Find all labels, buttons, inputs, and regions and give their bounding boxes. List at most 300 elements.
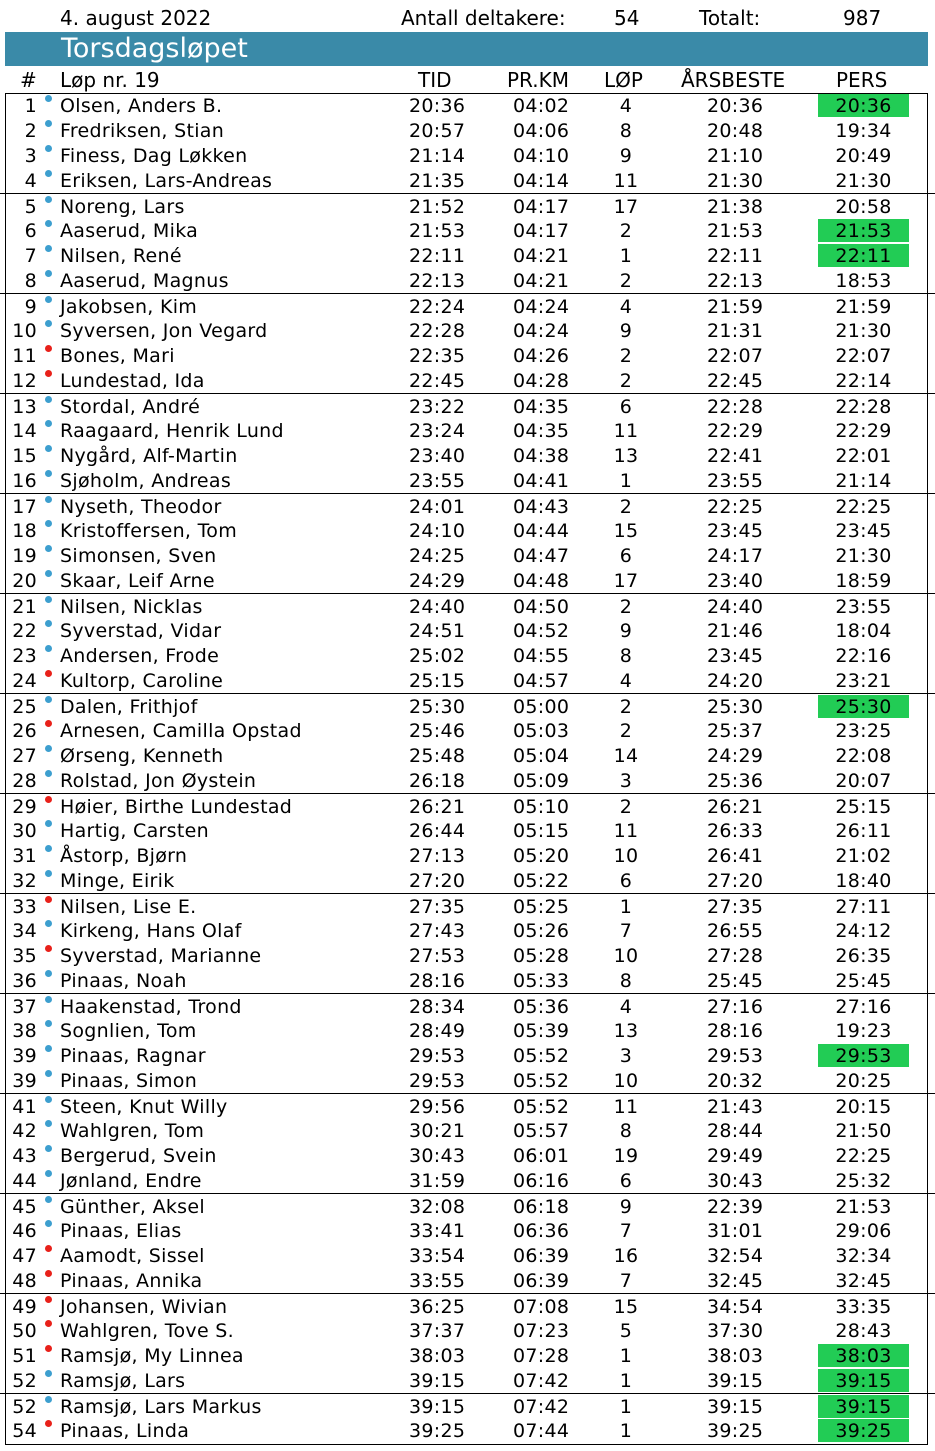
personal-best: 22:16: [835, 645, 892, 667]
pace-per-km: 06:01: [513, 1145, 570, 1167]
runner-name: Stordal, André: [60, 396, 201, 418]
rank: 16: [12, 470, 37, 492]
rank: 22: [12, 620, 37, 642]
male-dot-icon: [45, 270, 52, 277]
table-row: [0, 818, 935, 843]
pace-per-km: 04:50: [513, 596, 570, 618]
personal-best: 18:40: [835, 870, 892, 892]
runner-name: Simonsen, Sven: [60, 545, 217, 567]
male-dot-icon: [45, 170, 52, 177]
pace-per-km: 04:24: [513, 296, 570, 318]
rank: 39: [12, 1045, 37, 1067]
male-dot-icon: [45, 1220, 52, 1227]
personal-best: 20:36: [818, 94, 909, 117]
male-dot-icon: [45, 145, 52, 152]
col-prkm: PR.KM: [507, 68, 569, 92]
pace-per-km: 05:15: [513, 820, 570, 842]
personal-best: 20:07: [835, 770, 892, 792]
pace-per-km: 06:39: [513, 1245, 570, 1267]
personal-best: 25:32: [835, 1170, 892, 1192]
table-row: [0, 143, 935, 168]
rank: 7: [24, 245, 37, 267]
personal-best: 23:45: [835, 520, 892, 542]
male-dot-icon: [45, 95, 52, 102]
runner-name: Jønland, Endre: [60, 1170, 202, 1192]
pace-per-km: 04:28: [513, 370, 570, 392]
rank: 38: [12, 1020, 37, 1042]
runner-name: Sognlien, Tom: [60, 1020, 197, 1042]
pace-per-km: 05:26: [513, 920, 570, 942]
personal-best: 22:08: [835, 745, 892, 767]
season-best: 22:28: [707, 396, 764, 418]
time: 31:59: [409, 1170, 466, 1192]
season-best: 21:38: [707, 196, 764, 218]
race-count: 2: [619, 370, 633, 392]
time: 30:43: [409, 1145, 466, 1167]
personal-best: 22:25: [835, 1145, 892, 1167]
table-row: [0, 293, 935, 318]
pace-per-km: 05:25: [513, 896, 570, 918]
runner-name: Pinaas, Elias: [60, 1220, 182, 1242]
time: 20:57: [409, 120, 466, 142]
time: 23:24: [409, 420, 466, 442]
time: 30:21: [409, 1120, 466, 1142]
male-dot-icon: [45, 970, 52, 977]
time: 23:40: [409, 445, 466, 467]
runner-name: Nyseth, Theodor: [60, 496, 222, 518]
race-count: 11: [613, 1096, 639, 1118]
table-row: [0, 443, 935, 468]
runner-name: Bones, Mari: [60, 345, 175, 367]
pace-per-km: 04:17: [513, 220, 570, 242]
table-row: [0, 1193, 935, 1218]
race-date: 4. august 2022: [60, 6, 212, 30]
pace-per-km: 07:44: [513, 1420, 570, 1442]
table-row: [0, 1268, 935, 1293]
runner-name: Høier, Birthe Lundestad: [60, 796, 293, 818]
season-best: 21:30: [707, 170, 764, 192]
table-row: [0, 1393, 935, 1418]
personal-best: 33:35: [835, 1296, 892, 1318]
personal-best: 20:49: [835, 145, 892, 167]
personal-best: 20:58: [835, 196, 892, 218]
race-count: 6: [619, 1170, 633, 1192]
male-dot-icon: [45, 196, 52, 203]
season-best: 32:54: [707, 1245, 764, 1267]
race-count: 13: [613, 445, 639, 467]
table-row: [0, 743, 935, 768]
personal-best: 25:45: [835, 970, 892, 992]
time: 24:25: [409, 545, 466, 567]
female-dot-icon: [45, 1270, 52, 1277]
runner-name: Andersen, Frode: [60, 645, 220, 667]
time: 22:35: [409, 345, 466, 367]
table-row: [0, 718, 935, 743]
runner-name: Kultorp, Caroline: [60, 670, 224, 692]
season-best: 24:29: [707, 745, 764, 767]
runner-name: Syverstad, Marianne: [60, 945, 262, 967]
race-count: 13: [613, 1020, 639, 1042]
personal-best: 18:59: [835, 570, 892, 592]
race-count: 10: [613, 1070, 639, 1092]
personal-best: 21:50: [835, 1120, 892, 1142]
total-label: Totalt:: [699, 6, 761, 30]
season-best: 26:55: [707, 920, 764, 942]
time: 21:35: [409, 170, 466, 192]
runner-name: Syversen, Jon Vegard: [60, 320, 268, 342]
race-count: 7: [619, 1220, 633, 1242]
season-best: 22:11: [707, 245, 764, 267]
race-count: 19: [613, 1145, 639, 1167]
season-best: 20:32: [707, 1070, 764, 1092]
male-dot-icon: [45, 1070, 52, 1077]
male-dot-icon: [45, 845, 52, 852]
pace-per-km: 04:21: [513, 270, 570, 292]
rank: 15: [12, 445, 37, 467]
male-dot-icon: [45, 1096, 52, 1103]
rank: 49: [12, 1296, 37, 1318]
season-best: 34:54: [707, 1296, 764, 1318]
pace-per-km: 04:10: [513, 145, 570, 167]
runner-name: Pinaas, Noah: [60, 970, 187, 992]
season-best: 39:15: [707, 1370, 764, 1392]
table-row: [0, 668, 935, 693]
rank: 8: [24, 270, 37, 292]
race-count: 7: [619, 1270, 633, 1292]
personal-best: 25:15: [835, 796, 892, 818]
title-banner: [5, 32, 928, 66]
season-best: 24:20: [707, 670, 764, 692]
female-dot-icon: [45, 1320, 52, 1327]
rank: 28: [12, 770, 37, 792]
personal-best: 21:59: [835, 296, 892, 318]
time: 27:35: [409, 896, 466, 918]
time: 28:16: [409, 970, 466, 992]
race-count: 9: [619, 320, 633, 342]
table-row: [0, 993, 935, 1018]
personal-best: 22:11: [818, 244, 909, 267]
rank: 18: [12, 520, 37, 542]
personal-best: 20:15: [835, 1096, 892, 1118]
female-dot-icon: [45, 796, 52, 803]
time: 33:54: [409, 1245, 466, 1267]
pace-per-km: 05:52: [513, 1070, 570, 1092]
season-best: 39:15: [707, 1396, 764, 1418]
female-dot-icon: [45, 945, 52, 952]
male-dot-icon: [45, 1145, 52, 1152]
male-dot-icon: [45, 745, 52, 752]
male-dot-icon: [45, 1045, 52, 1052]
runner-name: Ramsjø, Lars Markus: [60, 1396, 262, 1418]
runner-name: Dalen, Frithjof: [60, 696, 198, 718]
time: 22:28: [409, 320, 466, 342]
runner-name: Aaserud, Magnus: [60, 270, 229, 292]
runner-name: Nilsen, René: [60, 245, 182, 267]
rank: 25: [12, 696, 37, 718]
season-best: 20:36: [707, 95, 764, 117]
race-count: 16: [613, 1245, 639, 1267]
time: 26:44: [409, 820, 466, 842]
season-best: 21:10: [707, 145, 764, 167]
male-dot-icon: [45, 1170, 52, 1177]
time: 26:21: [409, 796, 466, 818]
rank: 47: [12, 1245, 37, 1267]
rank: 17: [12, 496, 37, 518]
time: 28:49: [409, 1020, 466, 1042]
time: 24:01: [409, 496, 466, 518]
total-count: 987: [843, 6, 882, 30]
column-header-row: [0, 66, 935, 93]
male-dot-icon: [45, 545, 52, 552]
personal-best: 21:02: [835, 845, 892, 867]
race-count: 2: [619, 696, 633, 718]
pace-per-km: 07:28: [513, 1345, 570, 1367]
table-row: [0, 1293, 935, 1318]
time: 33:55: [409, 1270, 466, 1292]
runner-name: Wahlgren, Tove S.: [60, 1320, 234, 1342]
rank: 11: [12, 345, 37, 367]
rank: 29: [12, 796, 37, 818]
time: 23:22: [409, 396, 466, 418]
race-count: 1: [619, 1396, 633, 1418]
race-count: 2: [619, 496, 633, 518]
race-count: 2: [619, 345, 633, 367]
runner-name: Wahlgren, Tom: [60, 1120, 205, 1142]
rank: 52: [12, 1370, 37, 1392]
table-row: [0, 1143, 935, 1168]
season-best: 23:40: [707, 570, 764, 592]
personal-best: 22:01: [835, 445, 892, 467]
personal-best: 22:29: [835, 420, 892, 442]
pace-per-km: 04:26: [513, 345, 570, 367]
pace-per-km: 04:55: [513, 645, 570, 667]
season-best: 27:28: [707, 945, 764, 967]
pace-per-km: 04:02: [513, 95, 570, 117]
table-row: [0, 918, 935, 943]
personal-best: 22:28: [835, 396, 892, 418]
time: 29:53: [409, 1070, 466, 1092]
race-count: 9: [619, 1196, 633, 1218]
rank: 54: [12, 1420, 37, 1442]
female-dot-icon: [45, 1420, 52, 1427]
rank: 21: [12, 596, 37, 618]
table-row: [0, 1093, 935, 1118]
race-count: 2: [619, 720, 633, 742]
rank: 35: [12, 945, 37, 967]
pace-per-km: 04:48: [513, 570, 570, 592]
race-count: 14: [613, 745, 639, 767]
runner-name: Kristoffersen, Tom: [60, 520, 238, 542]
race-count: 8: [619, 120, 633, 142]
race-count: 2: [619, 796, 633, 818]
pace-per-km: 04:44: [513, 520, 570, 542]
time: 24:10: [409, 520, 466, 542]
pace-per-km: 06:39: [513, 1270, 570, 1292]
season-best: 32:45: [707, 1270, 764, 1292]
season-best: 22:41: [707, 445, 764, 467]
table-row: [0, 1168, 935, 1193]
male-dot-icon: [45, 245, 52, 252]
table-row: [0, 343, 935, 368]
time: 29:56: [409, 1096, 466, 1118]
runner-name: Fredriksen, Stian: [60, 120, 225, 142]
table-row: [0, 243, 935, 268]
rank: 5: [24, 196, 37, 218]
pace-per-km: 05:09: [513, 770, 570, 792]
rank: 45: [12, 1196, 37, 1218]
race-count: 6: [619, 545, 633, 567]
pace-per-km: 05:22: [513, 870, 570, 892]
table-row: [0, 193, 935, 218]
time: 38:03: [409, 1345, 466, 1367]
female-dot-icon: [45, 896, 52, 903]
runner-name: Pinaas, Ragnar: [60, 1045, 206, 1067]
personal-best: 39:25: [818, 1419, 909, 1442]
runner-name: Ramsjø, Lars: [60, 1370, 186, 1392]
time: 28:34: [409, 996, 466, 1018]
time: 36:25: [409, 1296, 466, 1318]
season-best: 21:46: [707, 620, 764, 642]
personal-best: 38:03: [818, 1344, 909, 1367]
time: 21:53: [409, 220, 466, 242]
table-row: [0, 393, 935, 418]
rank: 9: [24, 296, 37, 318]
table-row: [0, 418, 935, 443]
rank: 10: [12, 320, 37, 342]
rank: 12: [12, 370, 37, 392]
season-best: 28:16: [707, 1020, 764, 1042]
personal-best: 22:14: [835, 370, 892, 392]
runner-name: Aaserud, Mika: [60, 220, 199, 242]
season-best: 21:31: [707, 320, 764, 342]
personal-best: 25:30: [818, 695, 909, 718]
rank: 34: [12, 920, 37, 942]
time: 29:53: [409, 1045, 466, 1067]
race-count: 2: [619, 596, 633, 618]
runner-name: Eriksen, Lars-Andreas: [60, 170, 273, 192]
personal-best: 22:25: [835, 496, 892, 518]
pace-per-km: 04:41: [513, 470, 570, 492]
personal-best: 19:34: [835, 120, 892, 142]
pace-per-km: 07:42: [513, 1396, 570, 1418]
female-dot-icon: [45, 1345, 52, 1352]
rank: 33: [12, 896, 37, 918]
runner-name: Nilsen, Nicklas: [60, 596, 203, 618]
pace-per-km: 04:14: [513, 170, 570, 192]
time: 33:41: [409, 1220, 466, 1242]
runner-name: Rolstad, Jon Øystein: [60, 770, 257, 792]
race-count: 3: [619, 1045, 633, 1067]
table-row: [0, 93, 935, 118]
rank: 50: [12, 1320, 37, 1342]
rank: 19: [12, 545, 37, 567]
pace-per-km: 05:28: [513, 945, 570, 967]
pace-per-km: 05:00: [513, 696, 570, 718]
rank: 41: [12, 1096, 37, 1118]
table-row: [0, 593, 935, 618]
season-best: 21:59: [707, 296, 764, 318]
season-best: 23:55: [707, 470, 764, 492]
personal-best: 20:25: [835, 1070, 892, 1092]
race-count: 15: [613, 1296, 639, 1318]
male-dot-icon: [45, 920, 52, 927]
table-row: [0, 1343, 935, 1368]
rank: 31: [12, 845, 37, 867]
race-count: 4: [619, 296, 633, 318]
rank: 37: [12, 996, 37, 1018]
time: 37:37: [409, 1320, 466, 1342]
table-row: [0, 1118, 935, 1143]
race-count: 15: [613, 520, 639, 542]
pace-per-km: 05:20: [513, 845, 570, 867]
pace-per-km: 04:38: [513, 445, 570, 467]
race-count: 11: [613, 170, 639, 192]
pace-per-km: 04:21: [513, 245, 570, 267]
time: 21:52: [409, 196, 466, 218]
rank: 32: [12, 870, 37, 892]
race-count: 1: [619, 896, 633, 918]
runner-name: Nygård, Alf-Martin: [60, 445, 238, 467]
rank: 20: [12, 570, 37, 592]
season-best: 22:07: [707, 345, 764, 367]
table-row: [0, 318, 935, 343]
male-dot-icon: [45, 1020, 52, 1027]
time: 39:15: [409, 1370, 466, 1392]
season-best: 38:03: [707, 1345, 764, 1367]
pace-per-km: 05:10: [513, 796, 570, 818]
race-count: 11: [613, 420, 639, 442]
table-row: [0, 543, 935, 568]
runner-name: Ørseng, Kenneth: [60, 745, 224, 767]
rank: 30: [12, 820, 37, 842]
table-row: [0, 493, 935, 518]
season-best: 25:37: [707, 720, 764, 742]
table-row: [0, 518, 935, 543]
time: 39:15: [409, 1396, 466, 1418]
personal-best: 23:25: [835, 720, 892, 742]
table-row: [0, 368, 935, 393]
personal-best: 39:15: [818, 1395, 909, 1418]
runner-name: Olsen, Anders B.: [60, 95, 223, 117]
season-best: 26:33: [707, 820, 764, 842]
race-count: 2: [619, 220, 633, 242]
season-best: 29:53: [707, 1045, 764, 1067]
season-best: 24:17: [707, 545, 764, 567]
pace-per-km: 05:52: [513, 1045, 570, 1067]
time: 24:51: [409, 620, 466, 642]
pace-per-km: 04:06: [513, 120, 570, 142]
pace-per-km: 06:16: [513, 1170, 570, 1192]
season-best: 22:39: [707, 1196, 764, 1218]
runner-name: Åstorp, Bjørn: [60, 845, 188, 867]
male-dot-icon: [45, 520, 52, 527]
runner-name: Pinaas, Linda: [60, 1420, 190, 1442]
race-count: 4: [619, 996, 633, 1018]
race-count: 1: [619, 1345, 633, 1367]
season-best: 25:30: [707, 696, 764, 718]
table-row: [0, 618, 935, 643]
rank: 14: [12, 420, 37, 442]
season-best: 22:45: [707, 370, 764, 392]
table-row: [0, 1318, 935, 1343]
rank: 52: [12, 1396, 37, 1418]
runner-name: Syverstad, Vidar: [60, 620, 222, 642]
time: 32:08: [409, 1196, 466, 1218]
time: 22:24: [409, 296, 466, 318]
time: 27:53: [409, 945, 466, 967]
table-row: [0, 1218, 935, 1243]
season-best: 22:29: [707, 420, 764, 442]
